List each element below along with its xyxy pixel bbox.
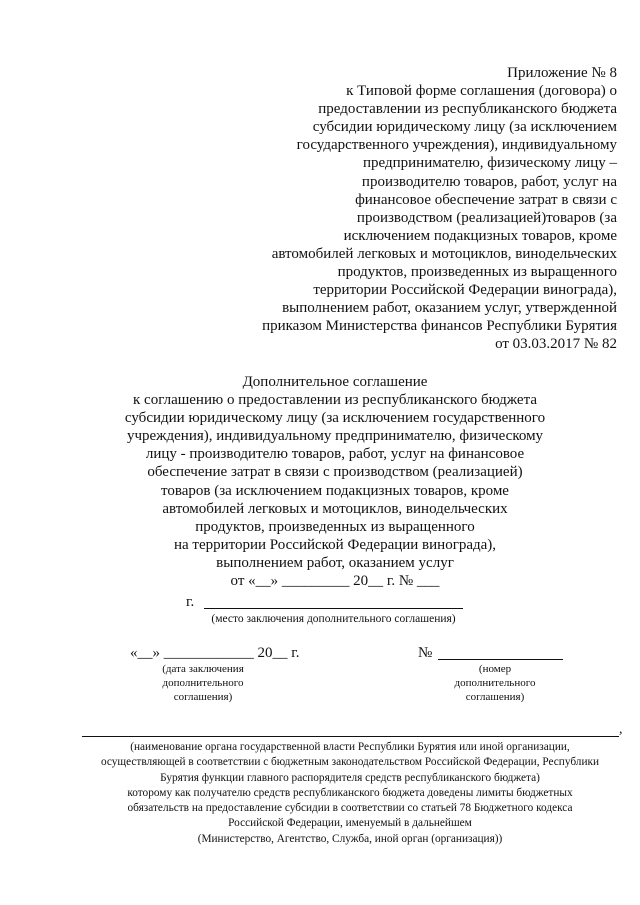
appendix-header	[177, 64, 617, 354]
agreement-title-block	[100, 373, 570, 590]
agreement-line: учреждения), индивидуальному предпринимателю, физическому	[126, 428, 544, 445]
organization-caption-line: обязательств на предоставление субсидии в соответствии со статьей 78 Бюджетного кодекса	[127, 802, 573, 815]
appendix-line: продуктов, произведенных из выращенного	[337, 264, 617, 281]
appendix-title: Приложение № 8	[507, 65, 617, 81]
number-caption-line: соглашения)	[465, 691, 525, 703]
organization-comma: ,	[619, 722, 623, 737]
appendix-line: автомобилей легковых и мотоциклов, винодельческих	[271, 245, 617, 262]
organization-caption-line: которому как получателю средств республиканского бюджета доведены лимиты бюджетных	[127, 786, 573, 799]
appendix-line: субсидии юридическому лицу (за исключением	[312, 119, 617, 136]
agreement-line: обеспечение затрат в связи с производством (реализацией)	[147, 464, 523, 481]
agreement-date-number-line: от «__» _________ 20__ г. № ___	[230, 573, 440, 590]
organization-caption-line: Бурятия функции главного распорядителя средств республиканского бюджета)	[160, 771, 540, 784]
agreement-line: товаров (за исключением подакцизных товаров, кроме	[161, 482, 509, 499]
agreement-line: выполнением работ, оказанием услуг	[216, 554, 454, 571]
number-fill-line[interactable]	[438, 659, 563, 660]
organization-caption-line: осуществляющей в соответствии с бюджетным законодательством Российской Федерации, Республики	[100, 756, 600, 769]
appendix-date-number: от 03.03.2017 № 82	[495, 336, 617, 353]
agreement-title: Дополнительное соглашение	[242, 374, 428, 390]
agreement-line: автомобилей легковых и мотоциклов, винодельческих	[162, 500, 508, 517]
place-fill-line[interactable]	[204, 608, 463, 609]
number-caption-line: дополнительного	[454, 677, 536, 689]
appendix-line: исключением подакцизных товаров, кроме	[343, 227, 617, 244]
date-caption-line: (дата заключения	[162, 663, 244, 675]
agreement-line: на территории Российской Федерации винограда),	[173, 536, 497, 553]
appendix-line: производителю товаров, работ, услуг на	[361, 173, 617, 190]
appendix-line: производством (реализацией)товаров (за	[356, 209, 617, 226]
agreement-line: субсидии юридическому лицу (за исключением государственного	[124, 410, 546, 427]
number-caption	[440, 662, 550, 704]
number-caption-line: (номер	[478, 663, 512, 675]
date-caption-line: дополнительного	[162, 677, 244, 689]
appendix-line: государственного учреждения), индивидуальному	[296, 137, 617, 154]
appendix-line: финансовое обеспечение затрат в связи с	[355, 191, 617, 208]
agreement-line: к соглашению о предоставлении из республиканского бюджета	[133, 392, 537, 409]
appendix-line: территории Российской Федерации винограда),	[313, 282, 617, 299]
organization-caption	[70, 740, 630, 847]
appendix-line: предоставлении из республиканского бюджета	[318, 101, 617, 118]
date-caption	[148, 662, 258, 704]
agreement-line: лицу - производителю товаров, работ, услуг на финансовое	[145, 446, 525, 463]
appendix-line: предпринимателю, физическому лицу –	[363, 155, 617, 172]
date-fill-field[interactable]: «__» ____________ 20__ г.	[130, 645, 300, 661]
appendix-line: приказом Министерства финансов Республики Бурятия	[262, 318, 617, 335]
agreement-line: продуктов, произведенных из выращенного	[195, 518, 475, 535]
date-caption-line: соглашения)	[173, 691, 233, 703]
organization-caption-line: (наименование органа государственной власти Республики Бурятия или иной организации,	[130, 741, 570, 753]
appendix-line: выполнением работ, оказанием услуг, утвержденной	[282, 300, 617, 317]
appendix-line: к Типовой форме соглашения (договора) о	[346, 83, 617, 100]
place-caption: (место заключения дополнительного соглашения)	[211, 613, 456, 625]
place-prefix: г.	[186, 594, 195, 610]
organization-caption-line: Российской Федерации, именуемый в дальнейшем	[228, 817, 472, 830]
number-label: №	[418, 645, 433, 661]
organization-caption-line: (Министерство, Агентство, Служба, иной орган (организация))	[197, 832, 503, 845]
organization-fill-line[interactable]	[82, 736, 619, 737]
